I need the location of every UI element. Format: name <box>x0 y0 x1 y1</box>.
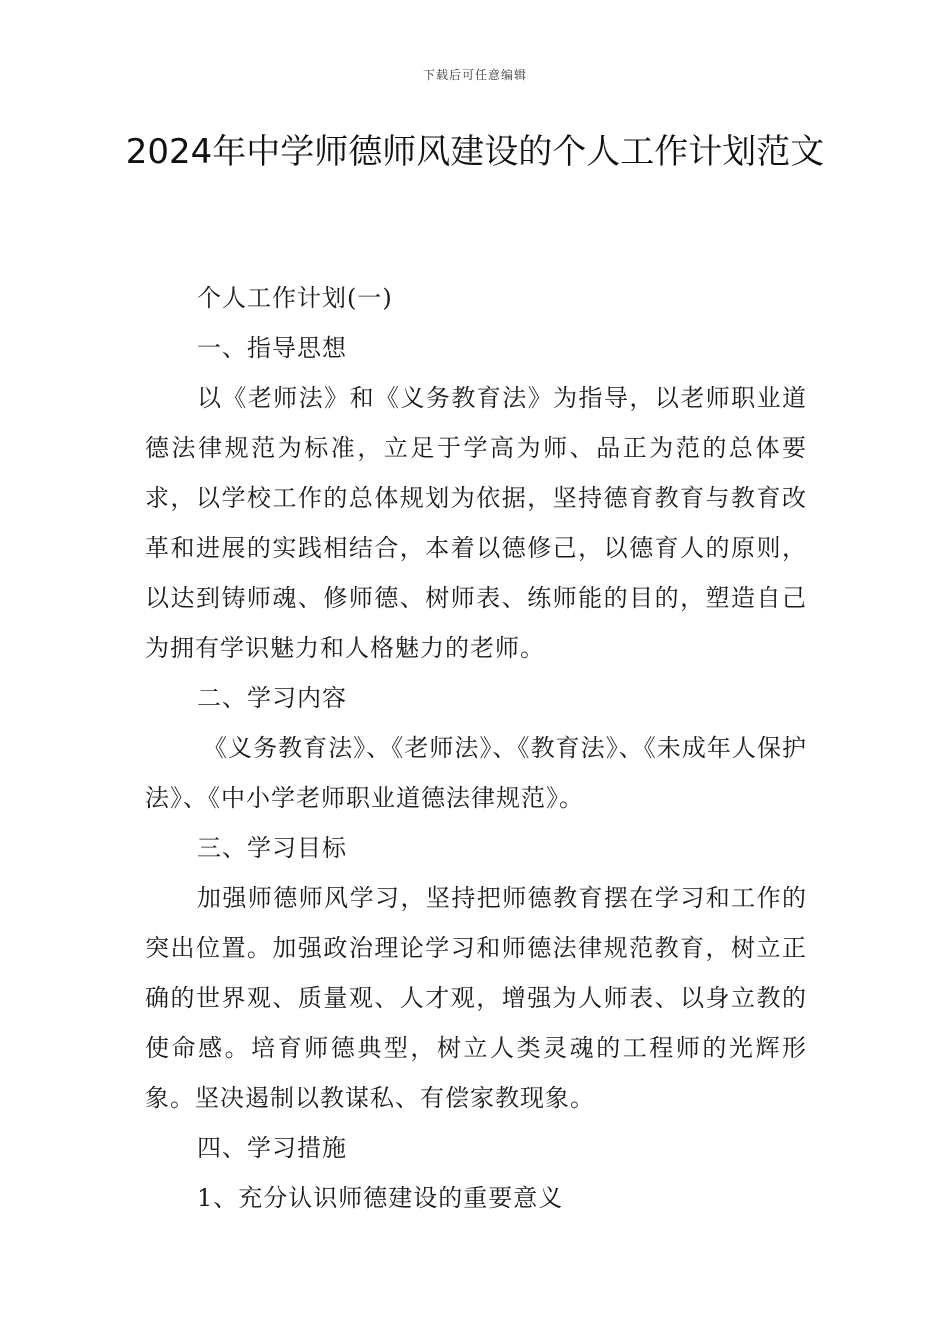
section-heading-learning-measures: 四、学习措施 <box>197 1134 347 1162</box>
document-title: 2024年中学师德师风建设的个人工作计划范文 <box>125 132 825 172</box>
section-heading-guiding-thought: 一、指导思想 <box>197 334 347 362</box>
section-heading-learning-goals: 三、学习目标 <box>197 834 347 862</box>
paragraph-guiding-thought: 以《老师法》和《义务教育法》为指导，以老师职业道德法律规范为标准，立足于学高为师、品正为范的总体要求，以学校工作的总体规划为依据，坚持德育教育与教育改革和进展的实践相结合，本着以德修己，以德育人的原则，以达到铸师魂、修师德、树师表、练师能的目的，塑造自己为拥有学识魅力和人格魅力的老师。 <box>145 384 807 662</box>
paragraph-learning-goals: 加强师德师风学习，坚持把师德教育摆在学习和工作的突出位置。加强政治理论学习和师德法律规范教育，树立正确的世界观、质量观、人才观，增强为人师表、以身立教的使命感。培育师德典型，树立人类灵魂的工程师的光辉形象。坚决遏制以教谋私、有偿家教现象。 <box>145 884 807 1112</box>
header-note: 下载后可任意编辑 <box>422 68 527 82</box>
paragraph-learning-content: 《义务教育法》、《老师法》、《教育法》、《未成年人保护法》、《中小学老师职业道德法律规范》。 <box>145 734 807 812</box>
section-heading-learning-content: 二、学习内容 <box>197 684 347 712</box>
document-body <box>145 273 807 1223</box>
section-heading-plan: 个人工作计划(一) <box>197 284 393 312</box>
list-item-measure-1: 1、充分认识师德建设的重要意义 <box>197 1184 564 1212</box>
